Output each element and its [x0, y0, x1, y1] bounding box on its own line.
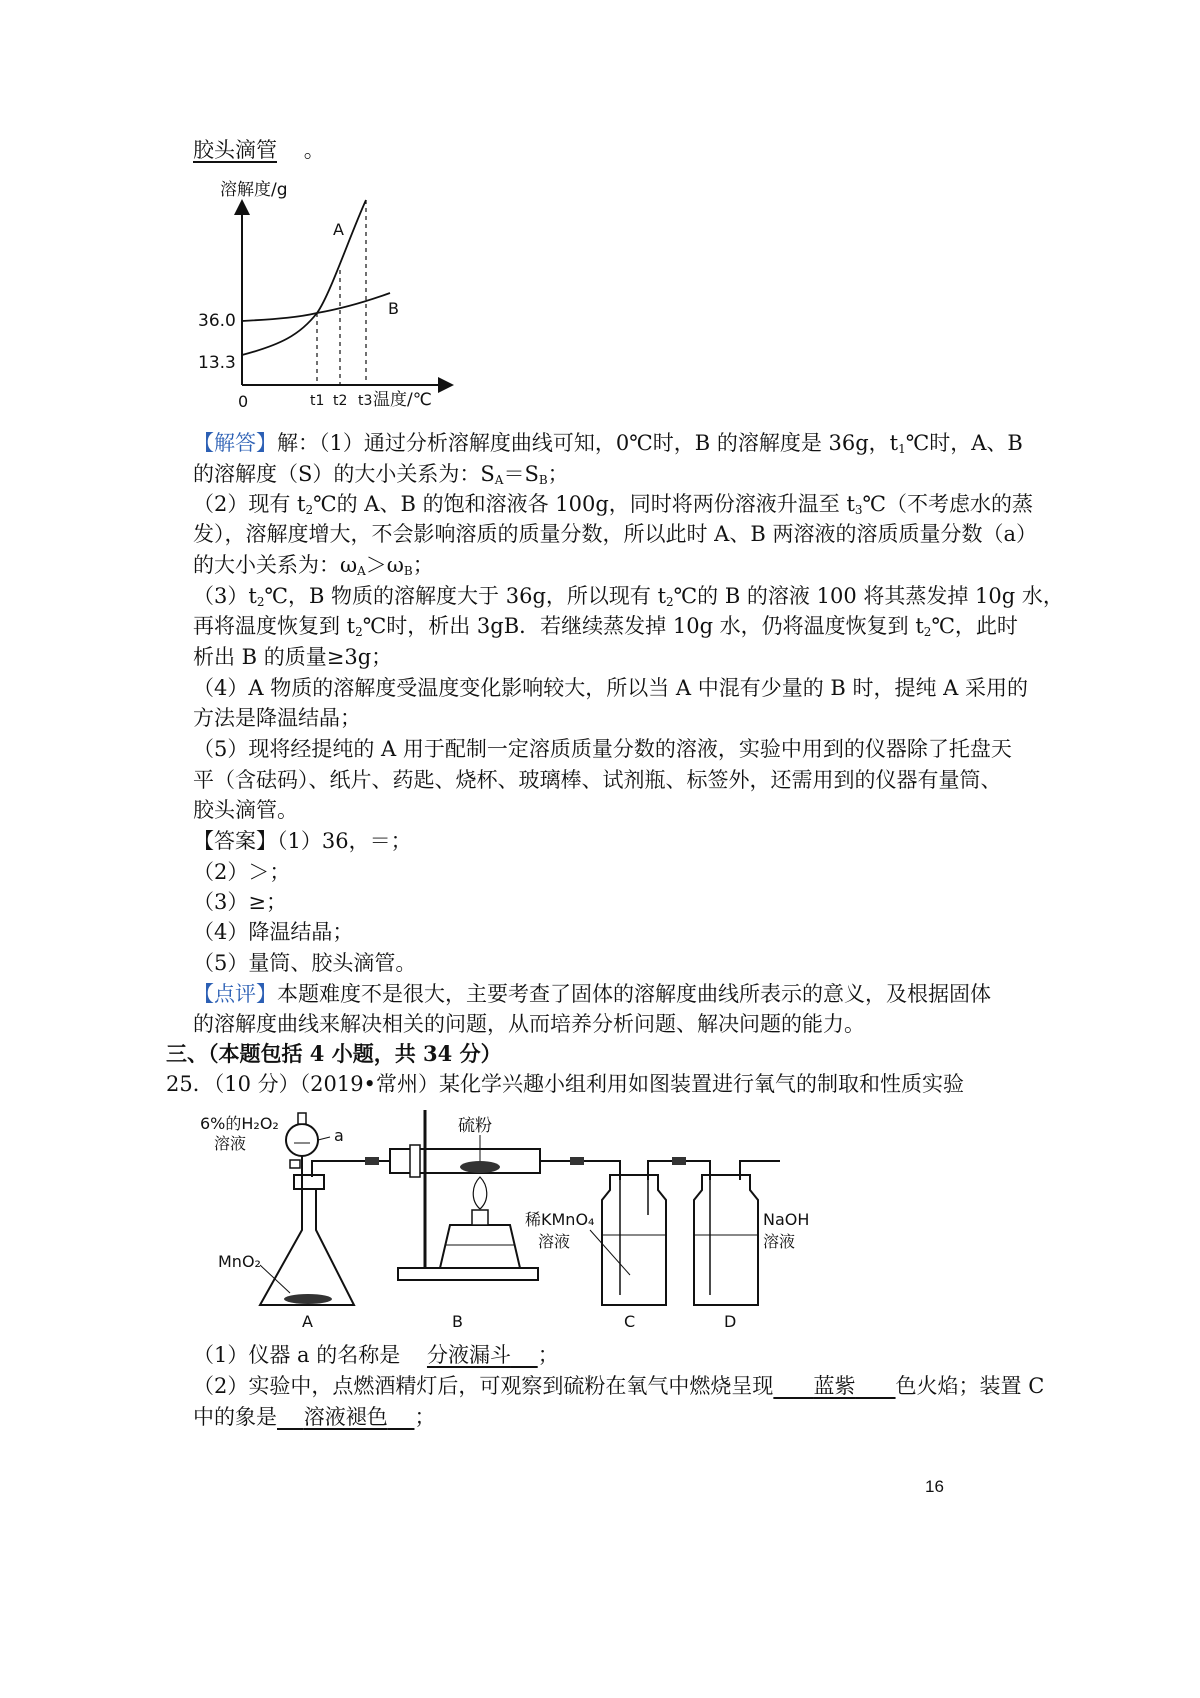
answer-line-4: 发），溶解度增大，不会影响溶质的质量分数，所以此时 A、B 两溶液的溶质质量分数（a） — [193, 522, 1037, 546]
label-h2o2-1: 6%的H₂O₂ — [200, 1114, 279, 1133]
caption-d: D — [724, 1312, 737, 1331]
page-number: 16 — [925, 1477, 944, 1496]
sulfur-pile — [460, 1161, 500, 1173]
label-mno2: MnO₂ — [218, 1252, 261, 1271]
bottle-c — [602, 1175, 666, 1305]
mno2-pile — [284, 1294, 332, 1304]
x-tick-t3: t3 — [358, 393, 373, 409]
comment-line-1: 【点评】本题难度不是很大，主要考查了固体的溶解度曲线所表示的意义，及根据固体 — [193, 982, 991, 1006]
label-kmno4-2: 溶液 — [538, 1232, 571, 1251]
stand-base — [398, 1268, 538, 1280]
caption-a: A — [302, 1312, 313, 1331]
x-axis-label: 温度/℃ — [373, 390, 432, 410]
series-b-label: B — [388, 299, 399, 318]
answer-line-5: 的大小关系为：$\omega_A>\omega_B$； — [193, 553, 434, 578]
label-naoh-2: 溶液 — [763, 1232, 796, 1251]
x-tick-t1: t1 — [310, 393, 325, 409]
caption-c: C — [624, 1312, 636, 1331]
curve-b — [242, 293, 390, 321]
q25-part-2: （2）实验中，点燃酒精灯后，可观察到硫粉在氧气中燃烧呈现 蓝紫 色火焰；装置 C — [193, 1374, 1045, 1398]
q25-part-3: 中的象是 溶液褪色 ； — [193, 1405, 436, 1429]
flask-a — [260, 1187, 354, 1305]
label-naoh-1: NaOH — [763, 1210, 810, 1229]
q25-part-1: （1）仪器 a 的名称是 分液漏斗 ； — [193, 1343, 559, 1367]
caption-b: B — [452, 1312, 463, 1331]
answer-line-7: 再将温度恢复到 $t_2℃$时，析出 3gB．若继续蒸发掉 10g 水，仍将温度恢复到 $t_2℃$，此时 — [193, 614, 1018, 639]
label-a: a — [334, 1126, 344, 1145]
answer-tag: 【解答】 — [193, 431, 277, 455]
comment-line-2: 的溶解度曲线来解决相关的问题，从而培养分析问题、解决问题的能力。 — [193, 1012, 865, 1036]
funnel-stopper — [298, 1113, 306, 1124]
key-line-3: （3）≥； — [193, 890, 287, 914]
answer-line-1: 【解答】解：（1）通过分析溶解度曲线可知，0℃时，B 的溶解度是 36g，$t_1℃$时，A、B — [193, 431, 1023, 456]
curve-a — [242, 200, 366, 355]
q25-blank-1: 分液漏斗 — [426, 1343, 511, 1367]
key-line-4: （4）降温结晶； — [193, 920, 354, 944]
funnel-bulb — [286, 1124, 318, 1156]
q25-blank-2: 蓝紫 — [813, 1374, 856, 1398]
top-tail: 。 — [303, 138, 325, 162]
key-tag: 【答案】 — [193, 829, 277, 853]
apparatus-figure — [190, 1105, 810, 1331]
key-line-2: （2）＞； — [193, 860, 291, 884]
answer-line-2: 的溶解度（S）的大小关系为：$S_A=S_B$； — [193, 462, 569, 487]
y-tick-1: 36.0 — [198, 311, 236, 331]
x-tick-t2: t2 — [333, 393, 348, 409]
q25-blank-3: 溶液褪色 — [303, 1405, 388, 1429]
answer-line-10: 方法是降温结晶； — [193, 706, 361, 730]
bottle-d — [694, 1175, 758, 1305]
answer-line-8: 析出 B 的质量≥3g； — [193, 645, 393, 669]
answer-line-11: （5）现将经提纯的 A 用于配制一定溶质质量分数的溶液，实验中用到的仪器除了托盘天 — [193, 737, 1012, 761]
section-header: 三、（本题包括 4 小题，共 34 分） — [166, 1041, 502, 1066]
series-a-label: A — [333, 220, 344, 239]
solubility-chart — [190, 175, 460, 415]
answer-line-13: 胶头滴管。 — [193, 798, 298, 822]
flask-a-stopper — [294, 1175, 324, 1189]
alcohol-lamp — [440, 1225, 520, 1268]
origin-label: 0 — [238, 392, 249, 411]
answer-line-9: （4）A 物质的溶解度受温度变化影响较大，所以当 A 中混有少量的 B 时，提纯 A 采用的 — [193, 676, 1029, 700]
label-kmno4-1: 稀KMnO₄ — [525, 1210, 595, 1229]
key-line-1: 【答案】（1）36，＝； — [193, 829, 412, 853]
q25-stem: 25．（10 分）（2019•常州）某化学兴趣小组利用如图装置进行氧气的制取和性质实验 — [166, 1072, 964, 1096]
y-tick-2: 13.3 — [198, 353, 236, 373]
answer-line-6: $(3)t_2℃$，B 物质的溶解度大于 36g，所以现有 $t_2℃$的 B 的溶液 100 将其蒸发掉 10g 水， — [193, 584, 1064, 609]
key-line-5: （5）量筒、胶头滴管。 — [193, 951, 417, 975]
label-h2o2-2: 溶液 — [214, 1134, 247, 1153]
comment-tag: 【点评】 — [193, 982, 277, 1006]
top-line — [193, 136, 325, 164]
answer-line-3: （2）现有 $t_2℃$的 A、B 的饱和溶液各 100g，同时将两份溶液升温至 $t_3℃$（不考虑水的蒸 — [193, 492, 1034, 517]
y-axis-label: 溶解度/g — [220, 180, 288, 200]
answer-line-12: 平（含砝码）、纸片、药匙、烧杯、玻璃棒、试剂瓶、标签外，还需用到的仪器有量筒、 — [193, 768, 1002, 792]
label-sulfur: 硫粉 — [458, 1116, 492, 1136]
top-blank: 胶头滴管 — [193, 138, 277, 162]
